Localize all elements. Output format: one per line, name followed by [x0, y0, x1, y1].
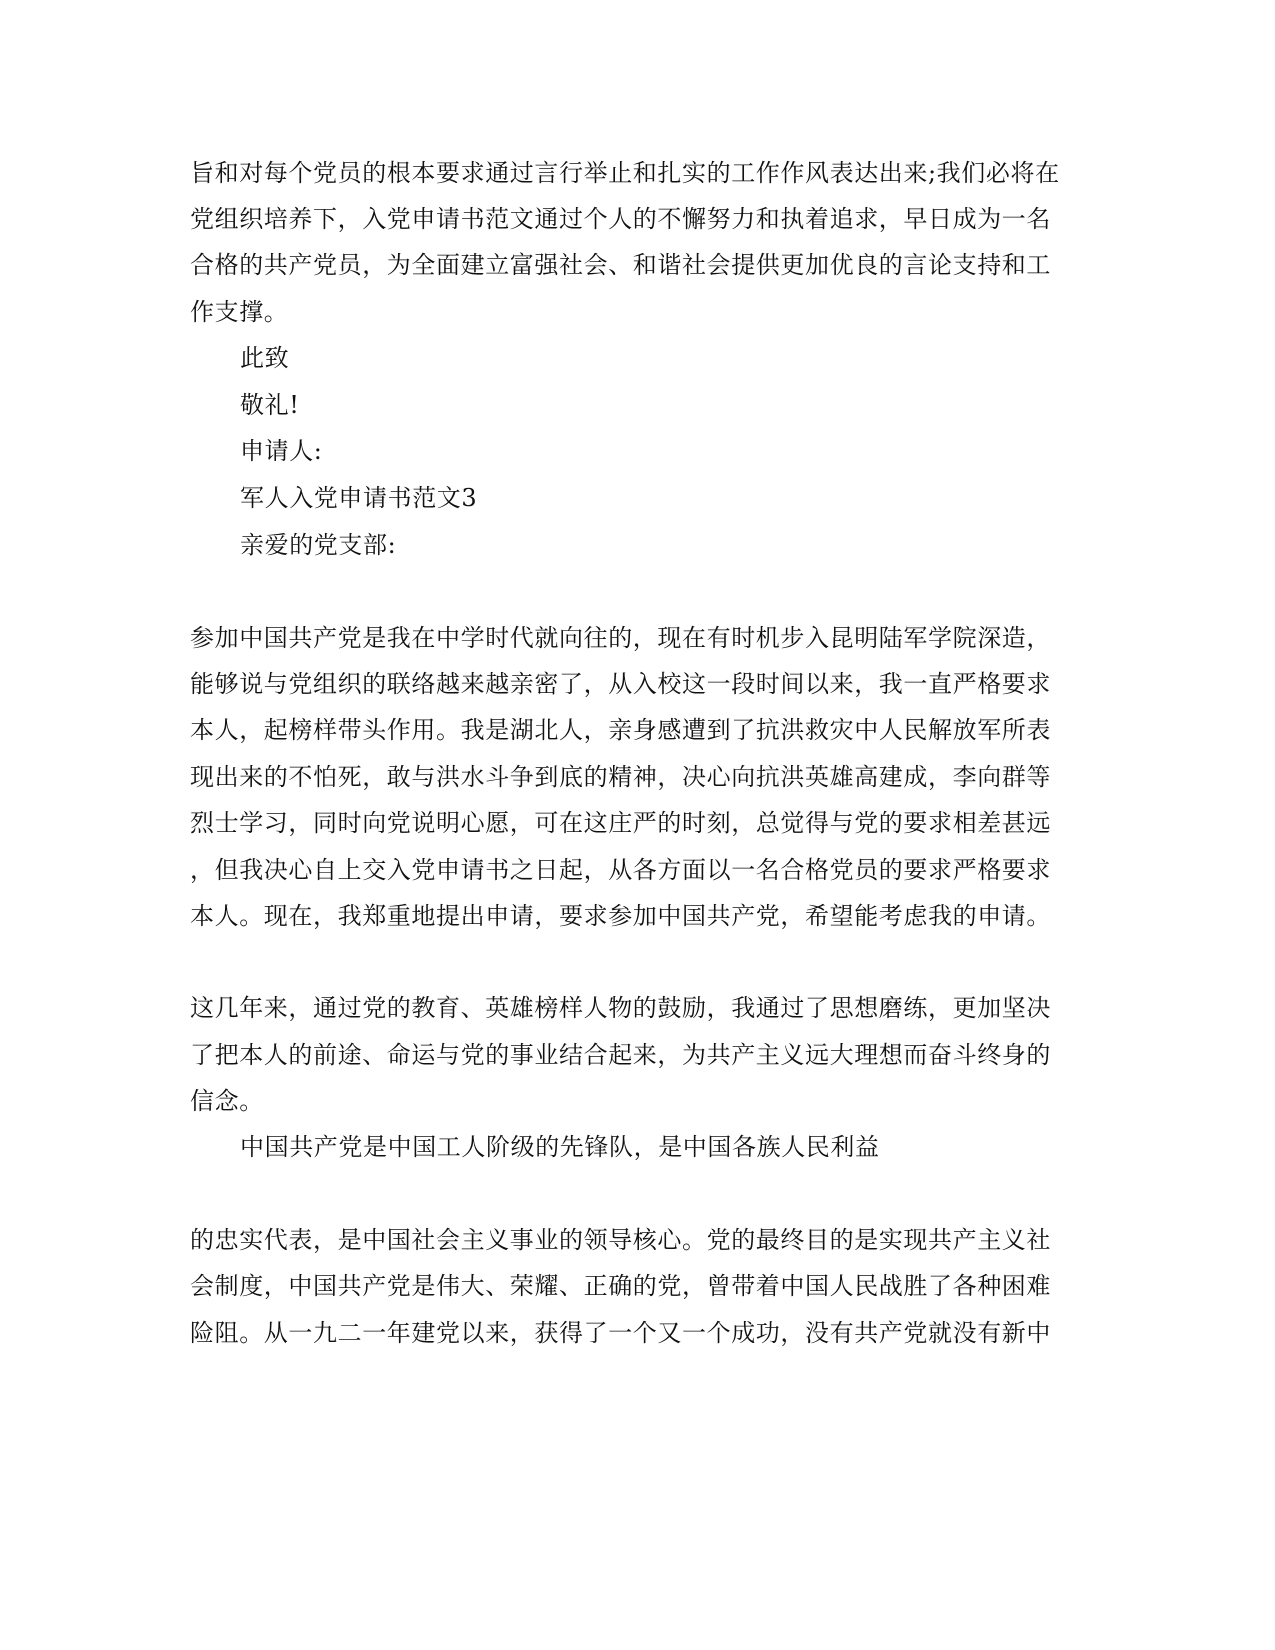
text-line: 了把本人的前途、命运与党的事业结合起来，为共产主义远大理想而奋斗终身的 [190, 1041, 1051, 1069]
text-line: 能够说与党组织的联络越来越亲密了，从入校这一段时间以来，我一直严格要求 [190, 670, 1051, 698]
text-line: 作支撑。 [190, 298, 289, 326]
text-line: 党组织培养下，入党申请书范文通过个人的不懈努力和执着追求，早日成为一名 [190, 205, 1051, 233]
text-line: 本人，起榜样带头作用。我是湖北人，亲身感遭到了抗洪救灾中人民解放军所表 [190, 716, 1051, 744]
text-line: 这几年来，通过党的教育、英雄榜样人物的鼓励，我通过了思想磨练，更加坚决 [190, 994, 1051, 1022]
text-line: 的忠实代表，是中国社会主义事业的领导核心。党的最终目的是实现共产主义社 [190, 1226, 1051, 1254]
text-line: 旨和对每个党员的根本要求通过言行举止和扎实的工作作风表达出来;我们必将在 [190, 159, 1060, 187]
text-line: 信念。 [190, 1087, 264, 1115]
text-line: 合格的共产党员，为全面建立富强社会、和谐社会提供更加优良的言论支持和工 [190, 251, 1051, 279]
section-heading: 军人入党申请书范文3 [240, 484, 478, 512]
applicant-line: 申请人: [240, 437, 323, 465]
greeting-line: 亲爱的党支部: [240, 531, 397, 559]
paragraph-start-line: 中国共产党是中国工人阶级的先锋队，是中国各族人民利益 [240, 1133, 880, 1161]
text-line: 烈士学习，同时向党说明心愿，可在这庄严的时刻，总觉得与党的要求相差甚远 [190, 809, 1051, 837]
text-line: 现出来的不怕死，敢与洪水斗争到底的精神，决心向抗洪英雄高建成，李向群等 [190, 763, 1051, 791]
text-line: 会制度，中国共产党是伟大、荣耀、正确的党，曾带着中国人民战胜了各种困难 [190, 1272, 1051, 1300]
text-line: ，但我决心自上交入党申请书之日起，从各方面以一名合格党员的要求严格要求 [190, 856, 1051, 884]
text-line: 参加中国共产党是我在中学时代就向往的，现在有时机步入昆明陆军学院深造， [190, 624, 1051, 652]
text-line: 本人。现在，我郑重地提出申请，要求参加中国共产党，希望能考虑我的申请。 [190, 902, 1051, 930]
salutation-line: 此致 [240, 344, 290, 372]
salutation-line: 敬礼! [240, 391, 300, 419]
text-line: 险阻。从一九二一年建党以来，获得了一个又一个成功，没有共产党就没有新中 [190, 1319, 1051, 1347]
